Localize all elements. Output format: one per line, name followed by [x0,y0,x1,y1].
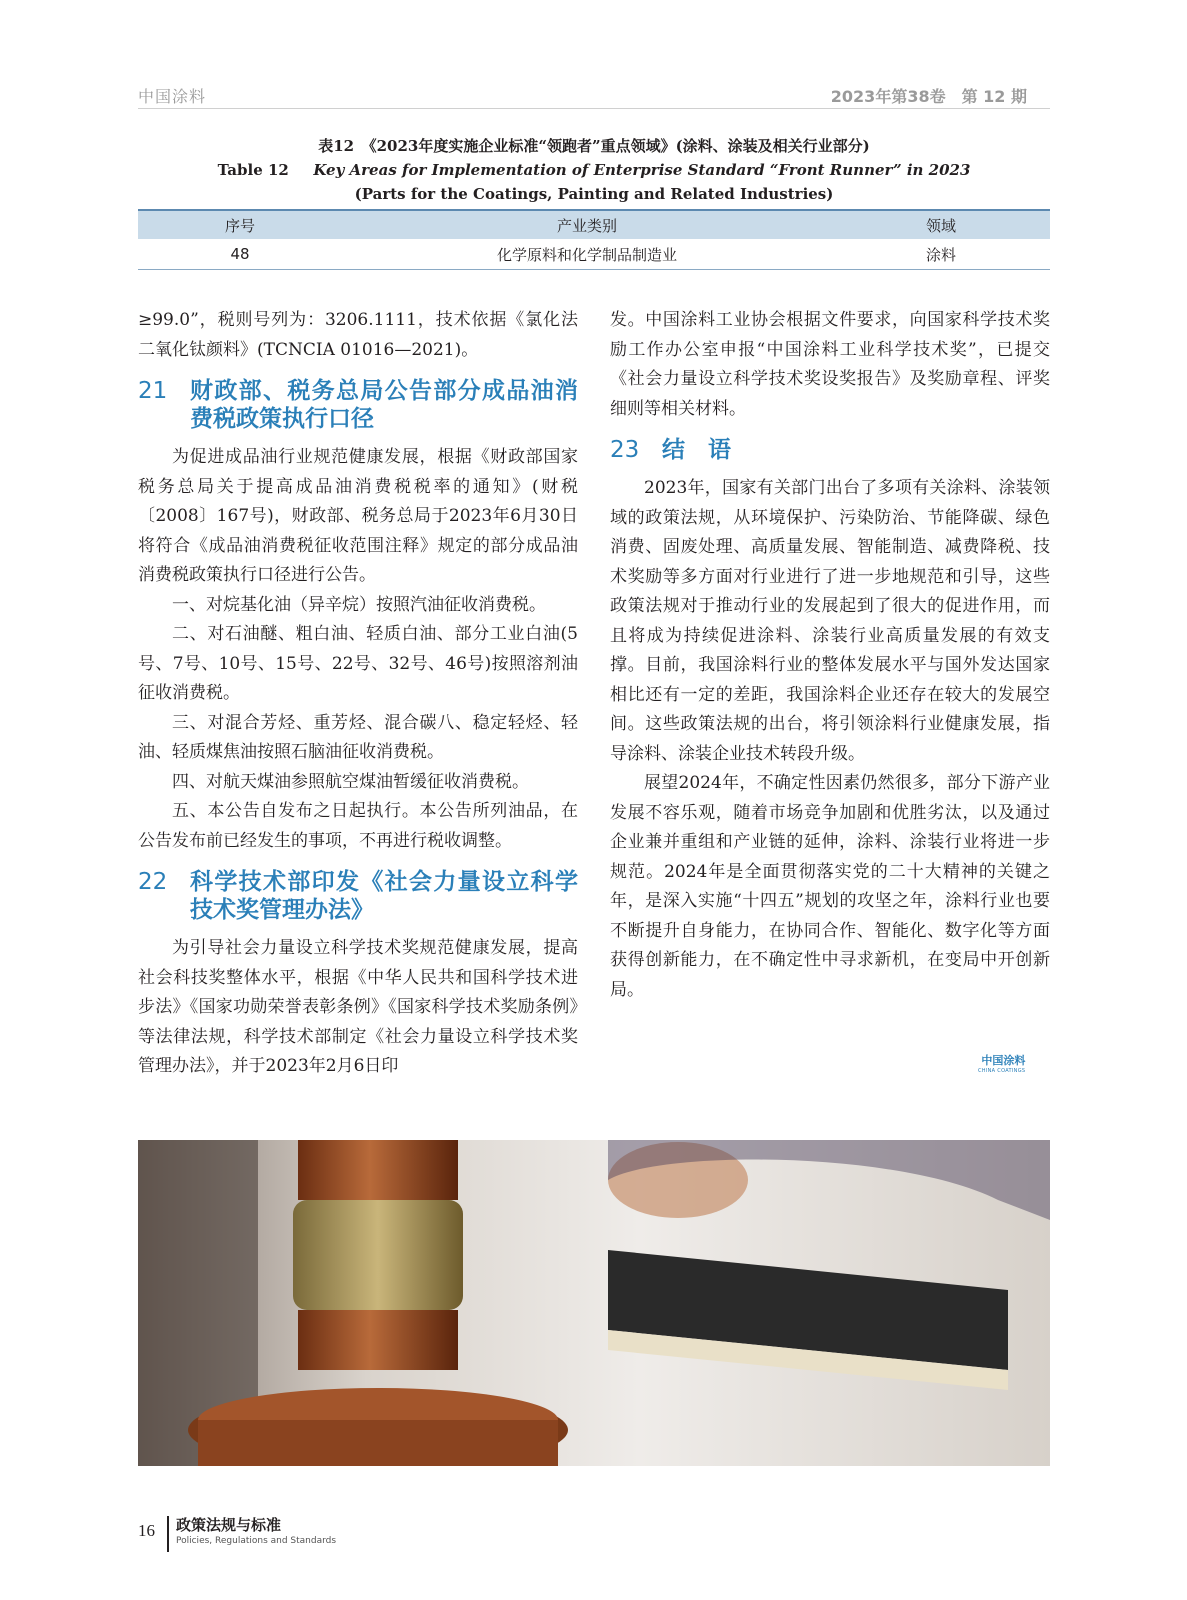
table-cell: 48 [138,239,342,270]
paragraph: 为引导社会力量设立科学技术奖规范健康发展，提高社会科技奖整体水平，根据《中华人民共和国科学技术进步法》《国家功勋荣誉表彰条例》《国家科学技术奖励条例》等法律法规，科学技术部制定《社会力量设立科学技术奖管理办法》，并于2023年2月6日印 [138,938,578,1076]
table-header-row [138,210,1050,239]
paragraph: 五、本公告自发布之日起执行。本公告所列油品，在公告发布前已经发生的事项，不再进行税收调整。 [138,801,578,851]
header-rule [138,108,1050,109]
col-header-industry: 产业类别 [342,210,832,239]
section-21-heading [138,377,578,433]
section-number: 21 [138,378,168,404]
issue-info: 2023年第38卷 第 12 期 [830,87,1027,106]
paragraph: 四、对航天煤油参照航空煤油暂缓征收消费税。 [172,771,529,792]
table-cell: 涂料 [832,239,1050,270]
section-title: 科学技术部印发《社会力量设立科学技术奖管理办法》 [190,869,578,923]
footer-section-en: Policies, Regulations and Standards [176,1536,337,1546]
section-23-heading [610,436,1050,464]
table-cell: 化学原料和化学制品制造业 [342,239,832,270]
section-title: 结 语 [662,437,731,463]
logo-cn: 中国涂料 [981,1054,1026,1067]
col-header-no: 序号 [138,210,342,239]
left-column [138,306,578,1082]
page-number: 16 [138,1521,155,1540]
footer-section-cn: 政策法规与标准 [176,1516,282,1534]
continued-paragraph: ≥99.0”，税则号列为：3206.1111，技术依据《氯化法二氧化钛颜料》(TCNCIA 01016—2021)。 [138,310,578,360]
continued-paragraph: 发。中国涂料工业协会根据文件要求，向国家科学技术奖励工作办公室申报“中国涂料工业科学技术奖”，已提交《社会力量设立科学技术奖设奖报告》及奖励章程、评奖细则等相关材料。 [610,310,1050,419]
paragraph: 2023年，国家有关部门出台了多项有关涂料、涂装领域的政策法规，从环境保护、污染防治、节能降碳、绿色消费、固废处理、高质量发展、智能制造、减费降税、技术奖励等多方面对行业进行了进一步地规范和引导，这些政策法规对于推动行业的发展起到了很大的促进作用，而且将成为持续促进涂料、涂装行业高质量发展的有效支撑。目前，我国涂料行业的整体发展水平与国外发达国家相比还有一定的差距，我国涂料企业还存在较大的发展空间。这些政策法规的出台，将引领涂料行业健康发展，指导涂料、涂装企业技术转段升级。 [610,478,1050,764]
table-caption-en-sub: (Parts for the Coatings, Painting and Related Industries) [354,185,834,203]
col-header-field: 领域 [832,210,1050,239]
gavel-illustration [138,1140,1050,1466]
logo-en: CHINA COATINGS [978,1068,1026,1074]
table-row [138,239,1050,270]
footer-divider [167,1516,169,1552]
china-coatings-logo [978,1052,1025,1074]
paragraph: 一、对烷基化油（异辛烷）按照汽油征收消费税。 [172,594,546,615]
right-column [610,306,1050,1005]
paragraph: 为促进成品油行业规范健康发展，根据《财政部国家税务总局关于提高成品油消费税税率的通知》(财税〔2008〕167号)，财政部、税务总局于2023年6月30日将符合《成品油消费税征收范围注释》规定的部分成品油消费税政策执行口径进行公告。 [138,447,578,585]
paragraph: 展望2024年，不确定性因素仍然很多，部分下游产业发展不容乐观，随着市场竞争加剧和优胜劣汰，以及通过企业兼并重组和产业链的延伸，涂料、涂装行业将进一步规范。2024年是全面贯彻落实党的二十大精神的关键之年，是深入实施“十四五”规划的攻坚之年，涂料行业也要不断提升自身能力，在协同合作、智能化、数字化等方面获得创新能力，在不确定性中寻求新机，在变局中开创新局。 [610,773,1050,1000]
table-caption-en-label: Table 12 [217,161,289,179]
table-caption-en-title: Key Areas for Implementation of Enterprise Standard “Front Runner” in 2023 [313,161,971,179]
paragraph: 二、对石油醚、粗白油、轻质白油、部分工业白油(5号、7号、10号、15号、22号、32号、46号)按照溶剂油征收消费税。 [138,624,578,703]
section-title: 财政部、税务总局公告部分成品油消费税政策执行口径 [190,378,578,432]
section-22-heading [138,868,578,924]
section-number: 23 [610,437,640,463]
gavel-photo [138,1140,1050,1466]
standards-table [138,209,1050,270]
paragraph: 三、对混合芳烃、重芳烃、混合碳八、稳定轻烃、轻油、轻质煤焦油按照石脑油征收消费税。 [138,712,578,762]
journal-name: 中国涂料 [138,87,207,106]
table-caption-cn: 表12 《2023年度实施企业标准“领跑者”重点领域》(涂料、涂装及相关行业部分) [318,137,870,155]
table-caption-en [138,158,1050,182]
section-number: 22 [138,869,168,895]
